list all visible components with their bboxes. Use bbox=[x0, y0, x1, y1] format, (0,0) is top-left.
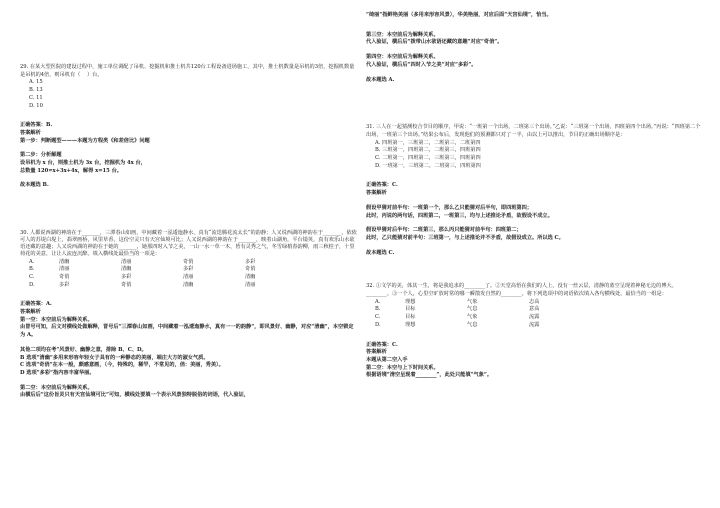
question-32-stem: 32. ①文学的美，体其一生，将是我追求的________了。②天堂高悟在我们的人上，没有一丝云层，清静的蓝空呈现着神秘无边的博大。________。③一个人，心里空旷放时常的哪一瞬散发自然的________。将下列选项中的词语依次填入各句横线处，最恰当的一组是： bbox=[366, 283, 677, 298]
table-row bbox=[29, 282, 358, 290]
option-c: C. 11 bbox=[29, 94, 43, 101]
option-word: 志高 bbox=[529, 298, 540, 305]
option-word: 清幽 bbox=[183, 281, 194, 288]
option-a: A. 四班第一，三班第二，二班第三，二班第四 bbox=[375, 139, 481, 146]
answer-line: 正确答案：A. bbox=[20, 301, 52, 308]
option-word: 目标 bbox=[405, 306, 416, 313]
continued-line: “绮丽”指鲜艳美丽（多用来形容风景），华美艳丽，对应后面“天宫仙境”，恰当。 bbox=[366, 12, 552, 18]
option-word: 气息 bbox=[467, 321, 478, 328]
option-word: 多彩 bbox=[183, 266, 194, 273]
analysis-heading: 答案解析 bbox=[20, 129, 41, 136]
question-30 bbox=[20, 230, 358, 400]
option-word: 气象 bbox=[467, 314, 478, 321]
analysis-line-3: 根据语境“清空呈现着________”，此处只能填“气象”。 bbox=[366, 372, 493, 379]
option-letter: B. bbox=[375, 306, 381, 313]
option-letter: A. bbox=[375, 298, 381, 305]
option-word: 理想 bbox=[405, 298, 416, 305]
analysis-heading: 答案解析 bbox=[20, 309, 41, 316]
question-31 bbox=[366, 124, 702, 257]
table-row bbox=[29, 274, 358, 282]
step-two-line-1: 设吊机为 x 台，则推土机为 3x 台，挖掘机为 4x 台， bbox=[20, 160, 146, 167]
analysis-heading: 答案解析 bbox=[366, 190, 387, 197]
table-row bbox=[29, 266, 358, 274]
option-word: 多彩 bbox=[121, 273, 132, 280]
option-word: 目标 bbox=[405, 314, 416, 321]
question-29-stem: 29. 在某大型医院的建设过程中，施工单位调配了吊机、挖掘机和推土机共120台工程设备进场施工，其中，推土机数量是吊机的3倍，挖掘机数量是吊机的4倍，则吊机有（ ）台。 bbox=[20, 64, 355, 78]
option-d: D. 10 bbox=[29, 102, 43, 109]
choose-line: 故本题选 C. bbox=[366, 249, 395, 256]
option-word: 清幽 bbox=[245, 273, 256, 280]
option-word: 气息 bbox=[467, 306, 478, 313]
blank-three-heading: 第三空：本空前后为解释关系。 bbox=[366, 31, 439, 38]
hypothesis-two-result: 此时，乙只能猜对前半句：三班第一，与上述推论并不矛盾，故假设成立。所以选 C。 bbox=[366, 234, 564, 241]
option-word: 清丽 bbox=[59, 266, 70, 273]
option-letter: B. bbox=[29, 266, 35, 273]
option-word: 多彩 bbox=[245, 258, 256, 265]
question-30-stem: 30. 人都说西湖的神韵在于_______，三潭春山如画，中间藏着一泓逶迤静水，真有“流迭腾花流太长”的韵静；人又说西湖的神韵在于_______，依依可人的苏堤白堤上，翡翠画桥，风里草香，这份空灵只有天宫仙境可比；人又说西湖的神韵在于_______，映着山湖角，平台镜英，真有欢乐山水欲语还藏的意趣；人又说西湖的神韵在于她的_______，她那四时入节之美，一山一水一草一木，皆有灵秀之气，冬雪绿梢春韵柳，雨三秋桂子，十里荷花的美意，让让人流连沉醉。填入横线处最恰当的一项是： bbox=[20, 230, 357, 258]
right-column bbox=[366, 12, 702, 380]
option-word: 清丽 bbox=[183, 273, 194, 280]
option-letter: D. bbox=[375, 321, 381, 328]
step-two-line-2: 总数量 120=x+3x+4x，解得 x=15 台。 bbox=[20, 167, 122, 174]
hypothesis-two: 假设甲猜对后半句：二班第三，那么丙只能猜对前半句：四班第二； bbox=[366, 227, 522, 234]
option-word: 奇俏 bbox=[245, 266, 256, 273]
option-word: 奇俏 bbox=[59, 273, 70, 280]
option-word: 清幽 bbox=[121, 266, 132, 273]
option-c-note: C 选项“奇俏”在本一般，颇感意画，（今，特殊的，稀罕，不常见的，俏：美丽，秀美）。 bbox=[20, 362, 224, 369]
option-letter: C. bbox=[29, 273, 35, 280]
option-word: 意高 bbox=[529, 306, 540, 313]
table-row bbox=[375, 314, 702, 322]
option-letter: A. bbox=[29, 258, 35, 265]
answer-line: 正确答案：C. bbox=[366, 182, 398, 189]
answer-line: 正确答案：B. bbox=[20, 122, 53, 129]
hypothesis-one-result: 此时，丙说的两句话，四班第二，一班第三，均与上述推论矛盾，故假设不成立。 bbox=[366, 212, 553, 219]
analysis-line-2: 第二空：本空与上下时间关系。 bbox=[366, 364, 439, 371]
question-31-stem: 31. 三人在一起猜测校合节目的顺序，甲说：“一班第一个出场，二班第三个出场。”乙说：“三班第一个出场，四班第四个出场。”丙说：“四班第二个出场，一班第三个出场。”结果公布后，发现他们的预测都只对了一半，由以上可以推出，节目的正确出场顺序是： bbox=[366, 124, 701, 138]
blank-one-heading: 第一空：本空前后为解释关系。 bbox=[20, 316, 93, 323]
exclusion-line: 其他二项均在考“风景好、幽静之意，排除 B、C、D。 bbox=[20, 346, 147, 353]
option-word: 奇俏 bbox=[183, 258, 194, 265]
question-29-options bbox=[20, 79, 358, 110]
blank-two-analysis: 由横后后“这份旨灵只有天宫仙境可比”可知，横线处要填一个表示风景独特脱俗的词语，代入验证， bbox=[20, 392, 250, 399]
analysis-heading: 答案解析 bbox=[366, 349, 387, 356]
option-word: 清幽 bbox=[59, 258, 70, 265]
option-b: B. 13 bbox=[29, 87, 43, 94]
option-word: 多彩 bbox=[59, 281, 70, 288]
analysis-line-1: 本题从第二空入手 bbox=[366, 356, 408, 363]
option-d-note: D 选项“多彩”指内容丰富华丽。 bbox=[20, 369, 95, 376]
option-a: A. 15 bbox=[29, 79, 43, 86]
option-word: 理想 bbox=[405, 321, 416, 328]
choose-line: 故本题选 A. bbox=[366, 76, 395, 83]
left-column bbox=[20, 64, 358, 400]
table-row bbox=[375, 322, 702, 330]
option-word: 清丽 bbox=[121, 258, 132, 265]
choose-line: 故本题选 B. bbox=[20, 182, 49, 189]
blank-three-analysis: 代入验证，横后后“拨带山水欲语还藏的意趣”对应“奇俏”。 bbox=[366, 39, 503, 46]
blank-two-heading: 第二空：本空前后为解释关系。 bbox=[20, 384, 93, 391]
option-letter: D. bbox=[29, 281, 35, 288]
option-word: 清丽 bbox=[245, 281, 256, 288]
answer-line: 正确答案：C. bbox=[366, 341, 398, 348]
option-word: 流露 bbox=[529, 321, 540, 328]
question-31-options bbox=[366, 140, 702, 171]
question-30-continued bbox=[366, 12, 702, 84]
option-word: 流露 bbox=[529, 314, 540, 321]
blank-one-analysis: 由冒号可知，后文对横线处做解释，冒号后“三潭春山如画，中间藏着一泓逶迤静水，真有一一的韵静”，即风景好、幽静，对应“清幽”，本空锁定为 A。 bbox=[20, 324, 354, 339]
blank-four-analysis: 代入验证，横后后“四时入节之美”对应“多彩”。 bbox=[366, 61, 477, 68]
hypothesis-one: 假设甲猜对前半句：一班第一个，那么乙只能猜对后半句，即四班第四； bbox=[366, 204, 533, 211]
option-b: B. 三班第一，四班第二，二班第三，四班第四 bbox=[375, 147, 481, 154]
option-word: 气象 bbox=[467, 298, 478, 305]
blank-four-heading: 第四空：本空前后为解释关系。 bbox=[366, 54, 439, 61]
option-c: C. 二班第一，四班第二，三班第三，四班第四 bbox=[375, 155, 481, 162]
option-b-note: B 选项“清幽”多用来形容年轻女子具有的一种静态的美丽，端庄大方的淑女气质。 bbox=[20, 354, 209, 361]
option-word: 奇俏 bbox=[121, 281, 132, 288]
step-one: 第一步：判断题型———本题为方程类《和差倍比》问题 bbox=[20, 137, 150, 144]
question-32-options-table bbox=[366, 299, 702, 330]
option-letter: C. bbox=[375, 314, 381, 321]
question-32 bbox=[366, 283, 702, 380]
question-29 bbox=[20, 64, 358, 190]
question-30-options-table bbox=[20, 259, 358, 290]
step-two: 第二步：分析解题 bbox=[20, 152, 62, 159]
table-row bbox=[29, 259, 358, 267]
option-d: D. 一班第一，三班第二，二班第三，四班第四 bbox=[375, 162, 481, 169]
